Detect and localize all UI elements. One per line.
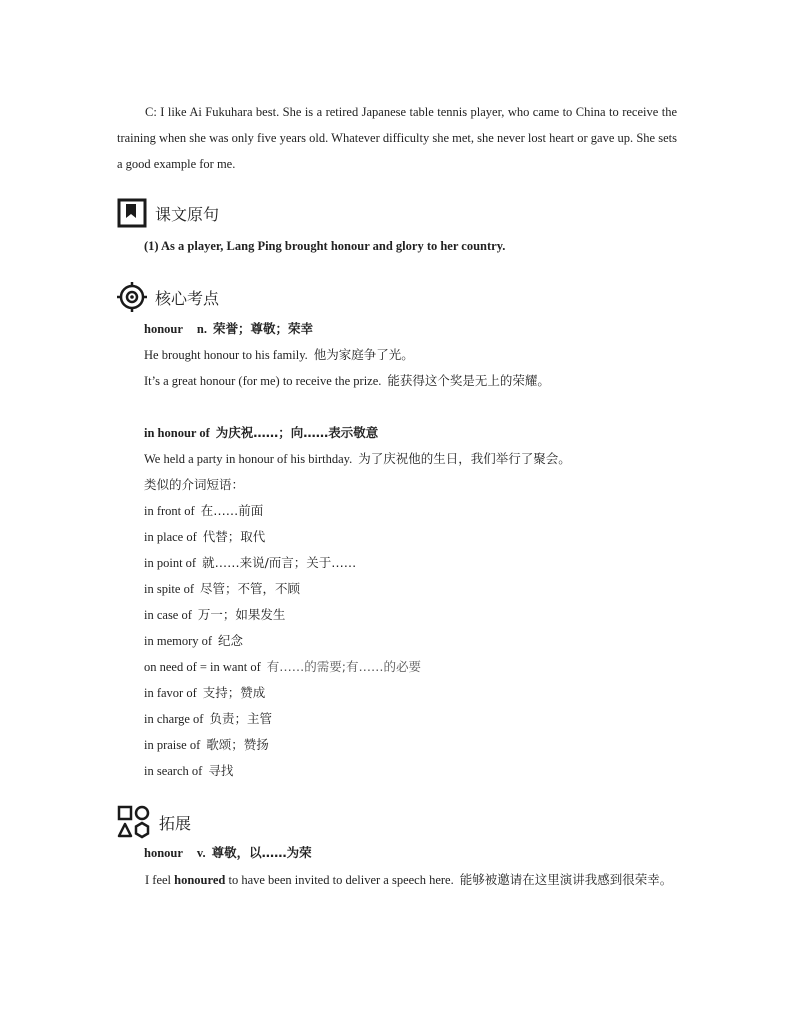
- example-zh: 能获得这个奖是无上的荣耀。: [387, 373, 550, 388]
- original-sentence: (1) As a player, Lang Ping brought honour and glory to her country.: [144, 239, 506, 253]
- section-title: 核心考点: [155, 288, 220, 308]
- extension-example: I feel honoured to have been invited to deliver a speech here. 能够被邀请在这里演讲我感到很荣幸。: [145, 872, 673, 887]
- list-item: in front of 在……前面: [144, 503, 264, 518]
- list-item: in search of 寻找: [144, 763, 234, 778]
- phrase: in honour of: [144, 426, 210, 440]
- list-item: in point of 就……来说/而言；关于……: [144, 555, 357, 570]
- headword-line: [144, 843, 312, 863]
- list-item: in memory of 纪念: [144, 633, 244, 648]
- headword: honour: [144, 846, 183, 860]
- section-title: 课文原句: [155, 204, 220, 224]
- list-item: in case of 万一；如果发生: [144, 607, 286, 622]
- list-item: in place of 代替；取代: [144, 529, 266, 544]
- section-heading-original-sentence: [117, 198, 219, 228]
- phrase-meaning: 为庆祝……；向……表示敬意: [215, 425, 379, 440]
- example-zh: 他为家庭争了光。: [313, 347, 414, 362]
- headword-line: [144, 319, 313, 339]
- example-1: [144, 345, 414, 365]
- headword: honour: [144, 322, 183, 336]
- section-heading-extension: [117, 805, 191, 839]
- headword-meaning: 尊敬，以……为荣: [211, 845, 312, 860]
- part-of-speech: n.: [196, 322, 207, 336]
- bold-word: honoured: [174, 873, 226, 887]
- list-item: in spite of 尽管；不管，不顾: [144, 581, 301, 596]
- example-en: It’s a great honour (for me) to receive the prize.: [144, 374, 382, 388]
- list-item: in charge of 负责；主管: [144, 711, 272, 726]
- intro-paragraph: C: I like Ai Fukuhara best. She is a retired Japanese table tennis player, who came to China to receive the training when she was only five years old. Whatever difficulty she met, she never lost heart or gave up. She sets a good example for me.: [117, 105, 677, 171]
- example-3: [144, 449, 571, 469]
- target-icon: [117, 282, 147, 312]
- section-title: 拓展: [159, 813, 192, 833]
- example-2: [144, 371, 550, 391]
- list-item: on need of = in want of 有……的需要;有……的必要: [144, 659, 421, 674]
- bookmark-icon: [117, 198, 147, 228]
- list-item: in favor of 支持；赞成: [144, 685, 266, 700]
- similar-phrases-label: 类似的介词短语：: [144, 477, 245, 492]
- headword-meaning: 荣誉；尊敬；荣幸: [212, 321, 313, 336]
- example-en: We held a party in honour of his birthday.: [144, 452, 353, 466]
- example-zh: 为了庆祝他的生日，我们举行了聚会。: [358, 451, 571, 466]
- shapes-icon: [117, 805, 151, 839]
- part-of-speech: v.: [196, 846, 206, 860]
- example-en: He brought honour to his family.: [144, 348, 308, 362]
- section-heading-key-points: [117, 282, 219, 312]
- list-item: in praise of 歌颂；赞扬: [144, 737, 269, 752]
- phrase-line: [144, 423, 378, 443]
